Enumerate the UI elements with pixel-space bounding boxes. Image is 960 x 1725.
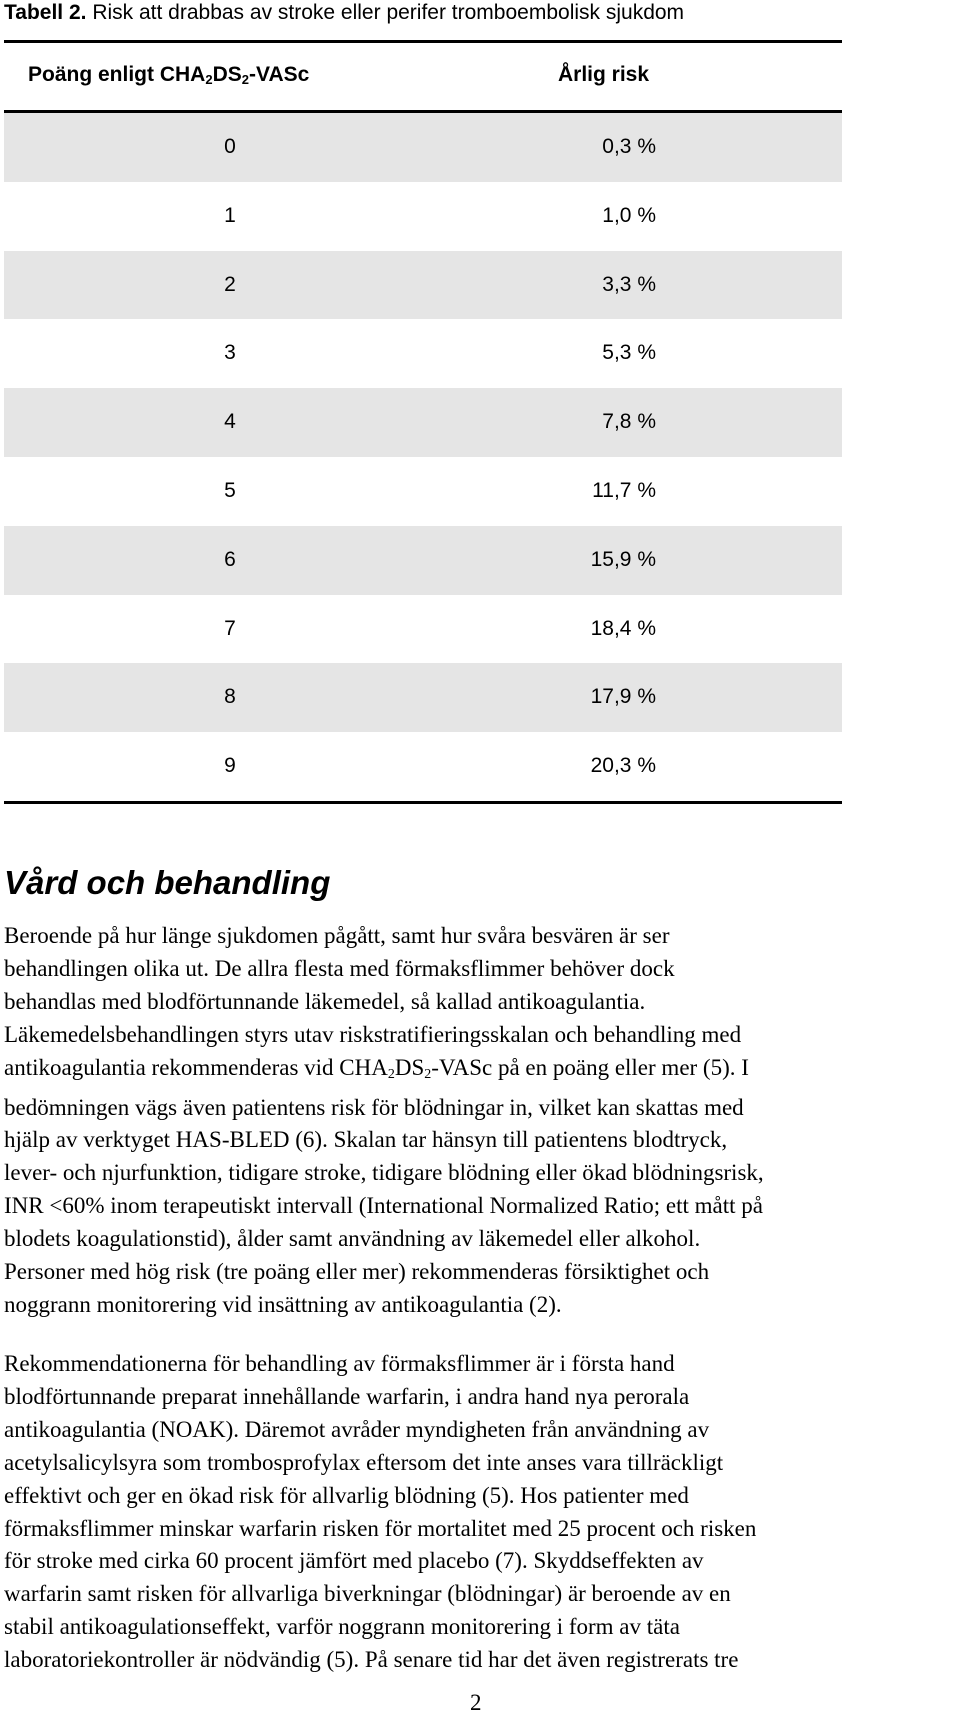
table-bottom-rule <box>4 801 842 804</box>
risk-cell: 11,7 % <box>592 478 656 502</box>
text-line: acetylsalicylsyra som trombosprofylax eftersom det inte anses vara tillräckligt <box>4 1449 724 1475</box>
table-row <box>4 457 842 526</box>
score-cell: 8 <box>224 685 236 709</box>
text-line: laboratoriekontroller är nödvändig (5). På senare tid har det även registrerats tre <box>4 1647 739 1673</box>
score-cell: 6 <box>224 547 236 571</box>
text-line: Beroende på hur länge sjukdomen pågått, samt hur svåra besvären är ser <box>4 923 670 948</box>
page-number: 2 <box>470 1690 482 1715</box>
risk-cell: 20,3 % <box>590 754 656 778</box>
column-header-annual-risk: Årlig risk <box>558 63 650 86</box>
text-line: effektivt och ger en ökad risk för allvarlig blödning (5). Hos patienter med <box>4 1482 689 1508</box>
text-line: noggrann monitorering vid insättning av antikoagulantia (2). <box>4 1291 562 1317</box>
table-row <box>4 595 842 664</box>
risk-cell: 5,3 % <box>602 341 656 365</box>
text-line: behandlingen olika ut. De allra flesta med förmaksflimmer behöver dock <box>4 955 675 981</box>
table-row <box>4 663 842 732</box>
text-line: Rekommendationerna för behandling av förmaksflimmer är i första hand <box>4 1351 675 1376</box>
table-caption-text: Risk att drabbas av stroke eller perifer tromboembolisk sjukdom <box>86 1 685 24</box>
risk-cell: 0,3 % <box>602 135 656 158</box>
text-line: warfarin samt risken för allvarliga biverkningar (blödningar) är beroende av en <box>4 1581 731 1607</box>
score-cell: 4 <box>224 410 236 434</box>
table-caption-label: Tabell 2. <box>4 1 87 24</box>
score-cell: 7 <box>224 616 236 640</box>
text-line: Läkemedelsbehandlingen styrs utav riskstratifieringsskalan och behandling med <box>4 1021 742 1047</box>
text-line: bedömningen vägs även patientens risk för blödningar in, vilket kan skattas med <box>4 1094 744 1120</box>
table-caption <box>4 0 684 26</box>
score-cell: 3 <box>224 341 236 365</box>
risk-cell: 7,8 % <box>602 410 656 434</box>
text-line: antikoagulantia rekommenderas vid $CHA_2DS_2$-VASc på en poäng eller mer (5). I <box>4 1054 749 1082</box>
risk-cell: 18,4 % <box>590 616 656 640</box>
text-line: stabil antikoagulationseffekt, varför noggrann monitorering i form av täta <box>4 1614 680 1640</box>
table-row <box>4 388 842 457</box>
risk-cell: 15,9 % <box>590 547 656 571</box>
column-header-score: Poäng enligt $CHA_2DS_2$-VASc <box>28 63 310 87</box>
text-line: antikoagulantia (NOAK). Däremot avråder myndigheten från användning av <box>4 1416 710 1442</box>
text-line: förmaksflimmer minskar warfarin risken för mortalitet med 25 procent och risken <box>4 1515 757 1541</box>
table-row <box>4 251 842 320</box>
table-row <box>4 319 842 388</box>
table-row <box>4 732 842 801</box>
text-line: Personer med hög risk (tre poäng eller mer) rekommenderas försiktighet och <box>4 1259 710 1285</box>
risk-cell: 17,9 % <box>590 685 656 709</box>
text-line: behandlas med blodförtunnande läkemedel, så kallad antikoagulantia. <box>4 988 646 1014</box>
section-heading: Vård och behandling <box>4 864 331 901</box>
table-row <box>4 182 842 251</box>
score-cell: 0 <box>224 135 236 158</box>
text-line: lever- och njurfunktion, tidigare stroke, tidigare blödning eller ökad blödningsrisk, <box>4 1160 764 1186</box>
risk-cell: 1,0 % <box>602 203 656 227</box>
text-line: blodets koagulationstid), ålder samt användning av läkemedel eller alkohol. <box>4 1226 701 1252</box>
score-cell: 1 <box>224 203 236 227</box>
text-line: blodförtunnande preparat innehållande warfarin, i andra hand nya perorala <box>4 1383 690 1409</box>
body-paragraph <box>4 920 954 1322</box>
body-paragraph <box>4 1348 954 1677</box>
score-cell: 2 <box>224 272 236 296</box>
risk-cell: 3,3 % <box>602 272 656 296</box>
score-cell: 5 <box>224 478 236 502</box>
table-row <box>4 526 842 595</box>
text-line: för stroke med cirka 60 procent jämfört med placebo (7). Skyddseffekten av <box>4 1548 704 1574</box>
risk-table <box>4 113 842 801</box>
score-cell: 9 <box>224 754 236 778</box>
table-row <box>4 113 842 182</box>
text-line: hjälp av verktyget HAS-BLED (6). Skalan tar hänsyn till patientens blodtryck, <box>4 1127 728 1153</box>
text-line: INR <60% inom terapeutiskt intervall (International Normalized Ratio; ett mått på <box>4 1193 763 1219</box>
table-top-rule <box>4 40 842 43</box>
